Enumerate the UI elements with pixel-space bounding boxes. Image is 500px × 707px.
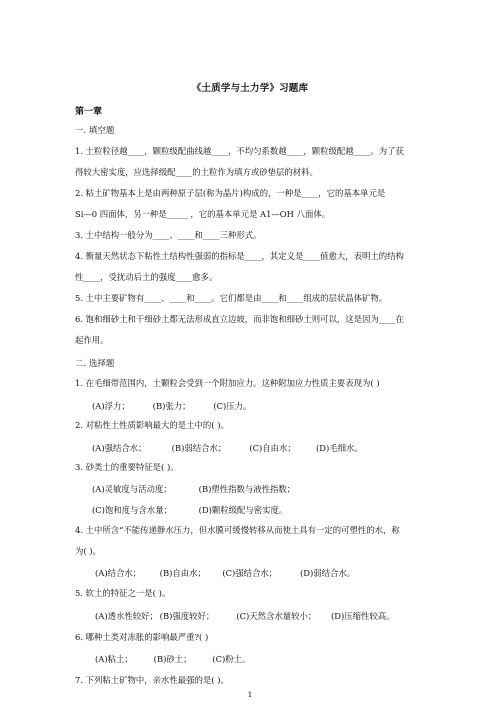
option: (A)浮力；	[92, 401, 130, 411]
question-stem: 7. 下列粘土矿物中，亲水性最强的是( )。	[75, 675, 229, 685]
option: (B)塑性指数与液性指数；	[198, 484, 296, 494]
option-row	[92, 442, 363, 454]
question-line: 起作用。	[75, 335, 109, 345]
option-row	[95, 653, 250, 665]
fill-question	[75, 246, 431, 288]
question-stem: 4. 土中所含“不能传递静水压力，但水膜可缓慢转移从而使土具有一定的可塑性的水，称	[75, 525, 400, 535]
choice-question	[75, 627, 431, 648]
question-line: 得较大密实度，应选择级配____的土粒作为填方或砂垫层的材料。	[75, 167, 318, 177]
option: (A)结合水；	[95, 568, 142, 578]
option-row	[92, 400, 251, 412]
option-row	[95, 610, 395, 622]
option-row	[95, 567, 355, 579]
option: (D)毛细水。	[316, 443, 363, 453]
option-row	[92, 483, 295, 495]
option: (C)强结合水；	[222, 568, 278, 578]
option: (D)颗粒级配与密实度。	[198, 505, 288, 515]
option: (B)强度较好；	[159, 611, 215, 621]
question-line: Si—0 四面体，另一种是_____ ，它的基本单元是 A1—OH 八面体。	[75, 209, 331, 219]
fill-question	[75, 183, 431, 225]
document-title: 《土质学与土力学》习题库	[191, 83, 309, 94]
choice-question	[75, 670, 431, 691]
chapter-heading: 第一章	[75, 107, 103, 117]
fill-question	[75, 309, 431, 351]
option: (C)自由水；	[249, 443, 296, 453]
choice-question	[75, 415, 431, 436]
question-stem: 2. 对粘性土性质影响最大的是土中的( )。	[75, 420, 229, 430]
question-line: 4. 衡量天然状态下粘性土结构性强弱的指标是____，其定义是____值愈大，表明土的结构	[75, 251, 404, 261]
choice-question	[75, 583, 431, 604]
fill-question	[75, 141, 431, 183]
option: (D)压缩性较高。	[331, 611, 395, 621]
choice-question	[75, 520, 431, 562]
option: (C)粉土。	[212, 654, 251, 664]
question-stem: 5. 软土的特征之一是( )。	[75, 588, 171, 598]
option: (A)透水性较好；	[95, 611, 158, 621]
question-stem: 6. 哪种土类对冻胀的影响最严重?( )	[75, 632, 209, 642]
option: (B)砂土；	[153, 654, 192, 664]
fill-question	[75, 288, 431, 309]
fill-question	[75, 225, 431, 246]
section-heading-choice: 二. 选择题	[75, 359, 115, 369]
option: (B)自由水；	[159, 568, 206, 578]
question-stem: 为( )。	[75, 546, 101, 556]
option: (C)天然含水量较小；	[236, 611, 317, 621]
choice-question	[75, 373, 431, 394]
question-line: 1. 土粒粒径越____，颗粒级配曲线越____，不均匀系数越____，颗粒级配越____。为了获	[75, 146, 404, 156]
question-line: 3. 土中结构一般分为____、____和____三种形式。	[75, 230, 262, 240]
section-heading-fill: 一. 填空题	[75, 126, 115, 136]
question-stem: 1. 在毛细带范围内，土颗粒会受到一个附加应力。这种附加应力性质主要表现为( )	[75, 378, 380, 388]
choice-question	[75, 457, 431, 478]
option: (A)强结合水；	[92, 443, 147, 453]
option-row	[92, 504, 287, 516]
question-line: 6. 饱和细砂土和干细砂土都无法形成直立边坡，而非饱和细砂土则可以，这是因为____在	[75, 314, 404, 324]
question-line: 性____，受扰动后土的强度____愈多。	[75, 272, 218, 282]
option: (C)饱和度与含水量；	[92, 505, 172, 515]
question-line: 5. 土中主要矿物有____、____和____。它们都是由____和____组成的层状晶体矿物。	[75, 293, 388, 303]
question-stem: 3. 砂类土的重要特征是( )。	[75, 462, 179, 472]
option: (B)张力；	[152, 401, 191, 411]
option: (D)弱结合水。	[300, 568, 356, 578]
question-line: 2. 粘土矿物基本上是由两种原子层(称为晶片)构成的，一种是____，它的基本单元是	[75, 188, 386, 198]
page-number: 1	[247, 690, 253, 699]
option: (A)灵敏度与活动度；	[92, 484, 172, 494]
option: (A)粘土；	[95, 654, 133, 664]
option: (B)弱结合水；	[171, 443, 227, 453]
option: (C)压力。	[213, 401, 252, 411]
